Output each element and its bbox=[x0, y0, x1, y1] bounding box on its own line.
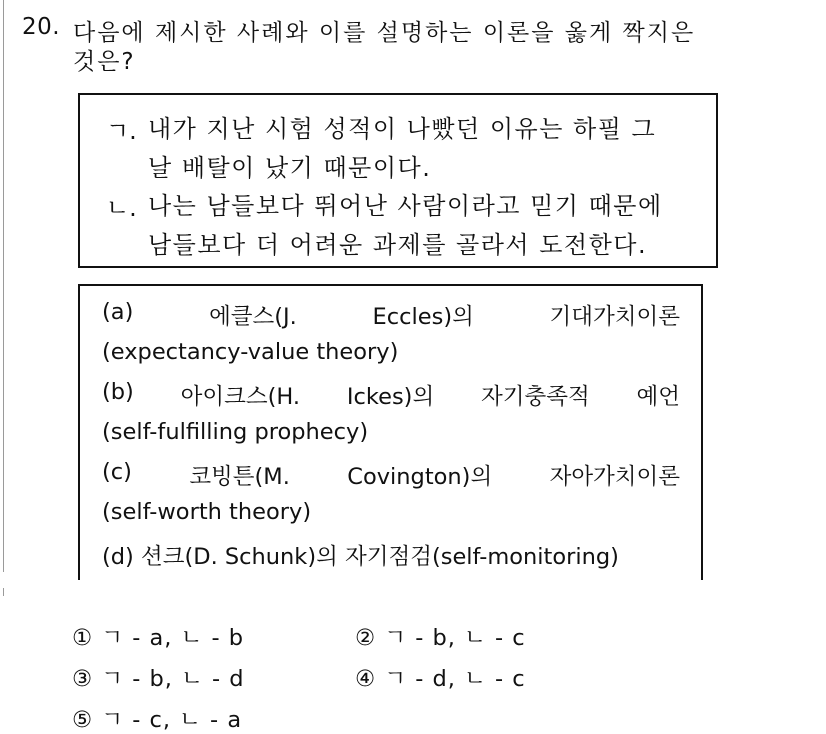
theory-c-name: 코빙튼(M. bbox=[189, 464, 290, 490]
choice-3-text: ㄱ - b, ㄴ - d bbox=[101, 666, 245, 692]
theory-b-label: (b) bbox=[102, 379, 134, 405]
case-marker-nieun: ㄴ. bbox=[106, 194, 137, 222]
theory-a-english: (expectancy-value theory) bbox=[102, 339, 399, 365]
case-nieun-line1: 나는 남들보다 뛰어난 사람이라고 믿기 때문에 bbox=[148, 192, 663, 220]
choice-1[interactable] bbox=[72, 620, 244, 652]
case-giyeok-line1: 내가 지난 시험 성적이 나빴던 이유는 하필 그 bbox=[148, 115, 657, 143]
left-margin-tick bbox=[3, 588, 4, 596]
question-text-line1: 다음에 제시한 사례와 이를 설명하는 이론을 옳게 짝지은 bbox=[73, 20, 696, 46]
theory-c-english: (self-worth theory) bbox=[102, 499, 312, 525]
theory-box bbox=[78, 284, 703, 580]
theory-b-author: Ickes)의 bbox=[346, 384, 435, 410]
choice-2-number: ② bbox=[355, 625, 377, 651]
case-marker-giyeok: ㄱ. bbox=[106, 117, 137, 145]
case-nieun-line2: 남들보다 더 어려운 과제를 골라서 도전한다. bbox=[148, 231, 648, 259]
choice-3-number: ③ bbox=[72, 666, 94, 692]
theory-c-author: Covington)의 bbox=[347, 464, 493, 490]
theory-b-title: 자기충족적 bbox=[481, 384, 590, 410]
choice-5-number: ⑤ bbox=[72, 707, 94, 733]
choice-3[interactable] bbox=[72, 661, 245, 693]
theory-a-row bbox=[102, 299, 680, 331]
theory-b-english: (self-fulfilling prophecy) bbox=[102, 419, 369, 445]
choice-4[interactable] bbox=[355, 661, 526, 693]
question-text-line2: 것은? bbox=[73, 49, 136, 75]
choice-2-text: ㄱ - b, ㄴ - c bbox=[384, 625, 526, 651]
case-box bbox=[78, 93, 718, 268]
question-number: 20. bbox=[22, 14, 61, 40]
case-giyeok-line2: 날 배탈이 났기 때문이다. bbox=[148, 154, 432, 182]
theory-c-label: (c) bbox=[102, 459, 132, 485]
theory-d-text: 션크(D. Schunk)의 자기점검(self-monitoring) bbox=[141, 544, 619, 570]
theory-a-author: Eccles)의 bbox=[372, 304, 474, 330]
choice-1-text: ㄱ - a, ㄴ - b bbox=[101, 625, 245, 651]
theory-a-name: 에클스(J. bbox=[209, 304, 297, 330]
theory-c-title: 자아가치이론 bbox=[549, 464, 680, 490]
choice-4-text: ㄱ - d, ㄴ - c bbox=[384, 666, 526, 692]
choice-5[interactable] bbox=[72, 702, 242, 734]
choice-4-number: ④ bbox=[355, 666, 377, 692]
choice-5-text: ㄱ - c, ㄴ - a bbox=[101, 707, 243, 733]
theory-c-row bbox=[102, 459, 680, 491]
theory-a-title: 기대가치이론 bbox=[549, 304, 680, 330]
theory-b-name: 아이크스(H. bbox=[180, 384, 301, 410]
theory-b-title2: 예언 bbox=[636, 384, 680, 410]
theory-d-label: (d) bbox=[102, 544, 134, 570]
left-margin-rule bbox=[3, 0, 4, 572]
choice-1-number: ① bbox=[72, 625, 94, 651]
choice-2[interactable] bbox=[355, 620, 526, 652]
theory-b-row bbox=[102, 379, 680, 411]
theory-d-row bbox=[102, 539, 619, 571]
theory-a-label: (a) bbox=[102, 299, 134, 325]
